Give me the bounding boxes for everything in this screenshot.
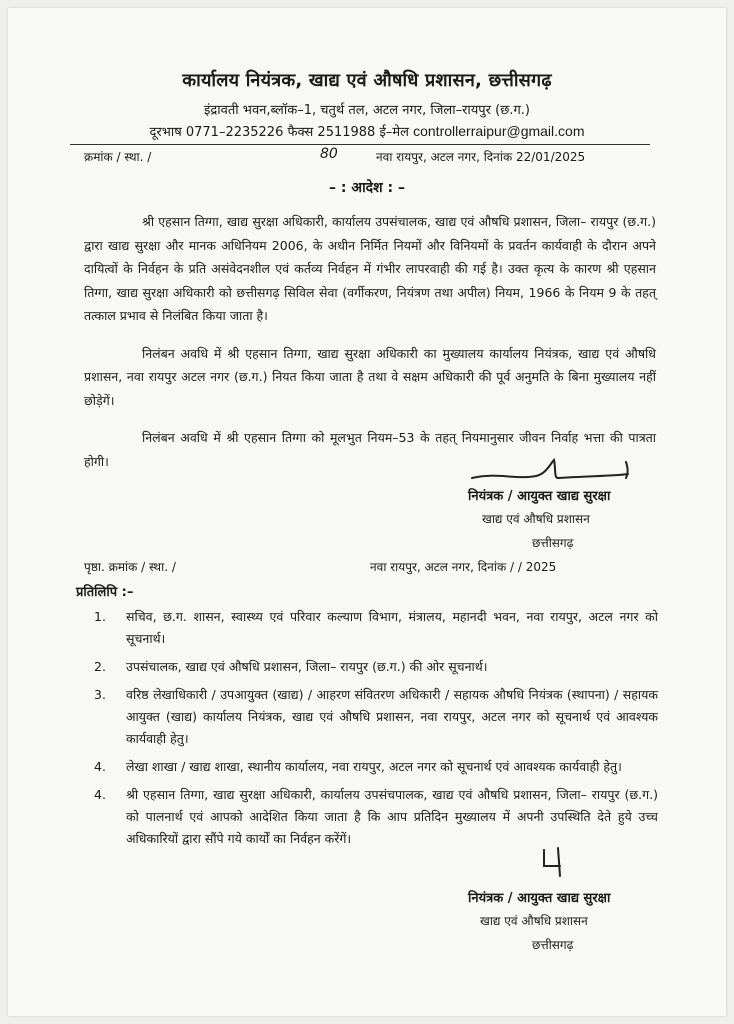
signatory2-designation: नियंत्रक / आयुक्त खाद्य सुरक्षा <box>468 891 611 906</box>
list-item-text: लेखा शाखा / खाद्य शाखा, स्थानीय कार्यालय, नवा रायपुर, अटल नगर को सूचनार्थ एवं आवश्यक कार्यवाही हेतु। <box>126 759 622 774</box>
signatory-designation: नियंत्रक / आयुक्त खाद्य सुरक्षा <box>468 489 611 504</box>
initial-mark <box>536 844 576 880</box>
endorsement-place-date: नवा रायपुर, अटल नगर, दिनांक / / 2025 <box>370 560 557 574</box>
list-item-number: 2. <box>94 659 106 674</box>
signatory-state: छत्तीसगढ़ <box>532 536 574 550</box>
office-contact <box>8 122 726 140</box>
list-item <box>94 784 658 850</box>
copy-heading: प्रतिलिपि :– <box>76 585 134 600</box>
list-item-text: श्री एहसान तिग्गा, खाद्य सुरक्षा अधिकारी, कार्यालय उपसंचपालक, खाद्य एवं औषधि प्रशासन, जिला– रायपुर (छ.ग.) को पालनार्थ एवं आपको आदेशित किया जाता है कि आप प्रतिदिन मुख्यालय में अपनी उपस्थिति देते हुये उच्च अधिकारियों द्वारा सौंपे गये कार्यों का निर्वहन करेंगें। <box>126 787 658 846</box>
order-body <box>84 210 656 473</box>
fax-number: फैक्स 2511988 <box>287 125 376 140</box>
phone-number: दूरभाष 0771–2235226 <box>149 125 284 140</box>
signatory2-department: खाद्य एवं औषधि प्रशासन <box>480 914 588 928</box>
reference-number-label: क्रमांक / स्था. / <box>84 150 152 164</box>
signature-mark <box>466 454 646 488</box>
office-title: कार्यालय नियंत्रक, खाद्य एवं औषधि प्रशासन, छत्तीसगढ़ <box>182 70 552 91</box>
reference-number: 80 <box>320 146 338 162</box>
list-item <box>94 606 658 650</box>
signatory2-state: छत्तीसगढ़ <box>532 938 574 952</box>
copy-list <box>94 606 658 856</box>
list-item-number: 3. <box>94 687 106 702</box>
office-address: इंद्रावती भवन,ब्लॉक–1, चतुर्थ तल, अटल नगर, जिला–रायपुर (छ.ग.) <box>204 103 530 118</box>
list-item-number: 4. <box>94 787 106 802</box>
list-item-text: सचिव, छ.ग. शासन, स्वास्थ्य एवं परिवार कल्याण विभाग, मंत्रालय, महानदी भवन, नवा रायपुर, अटल नगर को सूचनार्थ। <box>126 609 658 646</box>
email-label: ई–मेल <box>379 125 409 140</box>
order-paragraph-2: निलंबन अवधि में श्री एहसान तिग्गा, खाद्य सुरक्षा अधिकारी का मुख्यालय कार्यालय नियंत्रक, खाद्य एवं औषधि प्रशासन, नवा रायपुर अटल नगर (छ.ग.) नियत किया जाता है तथा वे सक्षम अधिकारी की पूर्व अनुमति के बिना मुख्यालय नहीं छोड़ेगें। <box>84 345 656 408</box>
list-item <box>94 684 658 750</box>
document-page <box>8 8 726 1016</box>
list-item <box>94 656 658 678</box>
order-paragraph-3: निलंबन अवधि में श्री एहसान तिग्गा को मूलभुत नियम–53 के तहत् नियमानुसार जीवन निर्वाह भत्ता की पात्रता होगी। <box>84 430 656 469</box>
list-item-text: उपसंचालक, खाद्य एवं औषधि प्रशासन, जिला– रायपुर (छ.ग.) की ओर सूचनार्थ। <box>126 659 488 674</box>
list-item-number: 1. <box>94 609 106 624</box>
order-title: – : आदेश : – <box>329 180 405 196</box>
signatory-department: खाद्य एवं औषधि प्रशासन <box>482 512 590 526</box>
reference-place-date: नवा रायपुर, अटल नगर, दिनांक 22/01/2025 <box>376 150 586 164</box>
list-item <box>94 756 658 778</box>
list-item-number: 4. <box>94 759 106 774</box>
email-address: controllerraipur@gmail.com <box>413 123 585 139</box>
header-divider <box>70 144 650 145</box>
order-paragraph-1: श्री एहसान तिग्गा, खाद्य सुरक्षा अधिकारी, कार्यालय उपसंचालक, खाद्य एवं औषधि प्रशासन, जिला– रायपुर (छ.ग.) द्वारा खाद्य सुरक्षा और मानक अधिनियम 2006, के अधीन निर्मित नियमों और विनियमों के प्रवर्तन कार्यवाही के दौरान अपने दायित्वों के निर्वहन के प्रति असंवेदनशील एवं कर्तव्य निर्वहन में गंभीर लापरवाही की गई है। उक्त कृत्य के कारण श्री एहसान तिग्गा, खाद्य सुरक्षा अधिकारी को छत्तीसगढ़ सिविल सेवा (वर्गीकरण, नियंत्रण तथा अपील) नियम, 1966 के नियम 9 के तहत् तत्काल प्रभाव से निलंबित किया जाता है। <box>84 214 656 323</box>
endorsement-number-label: पृष्ठा. क्रमांक / स्था. / <box>84 560 176 574</box>
list-item-text: वरिष्ठ लेखाधिकारी / उपआयुक्त (खाद्य) / आहरण संवितरण अधिकारी / सहायक औषधि नियंत्रक (स्थापना) / सहायक आयुक्त (खाद्य) कार्यालय नियंत्रक, खाद्य एवं औषधि प्रशासन, नवा रायपुर, अटल नगर को सूचनार्थ एवं आवश्यक कार्यवाही हेतु। <box>126 687 658 746</box>
